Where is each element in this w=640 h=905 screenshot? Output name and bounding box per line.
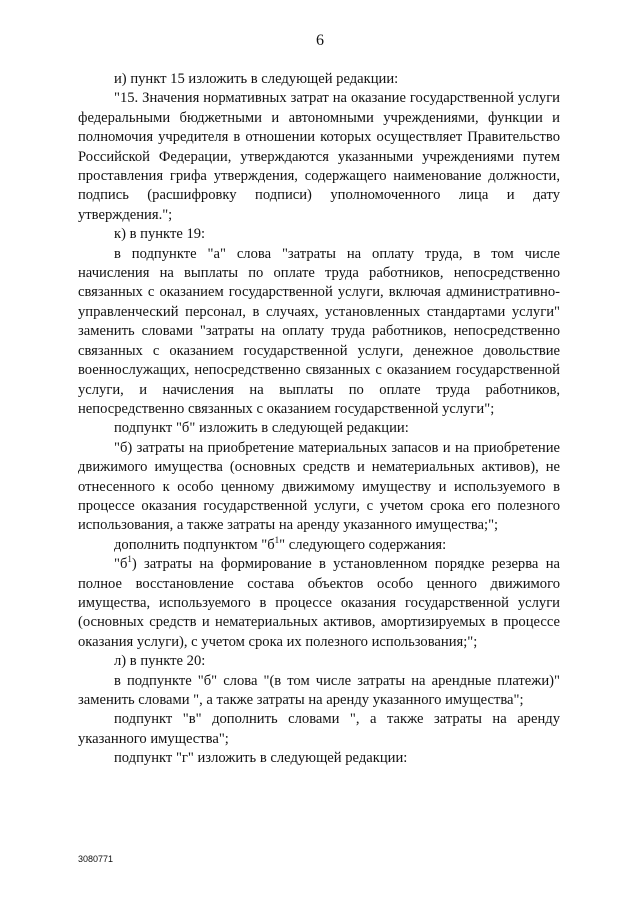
paragraph-point-20-g: подпункт "г" изложить в следующей редакции: (114, 750, 408, 767)
paragraph-item-k: к) в пункте 19: (114, 226, 206, 243)
paragraph-item-l: л) в пункте 20: (114, 653, 206, 670)
paragraph-subpoint-b1-text (78, 555, 560, 652)
paragraph-add-subpoint-b1 (78, 536, 560, 555)
paragraph-point-20-b: в подпункте "б" слова "(в том числе затраты на арендные платежи)" заменить словами ", а также затраты на аренду указанного имущества"; (78, 672, 560, 708)
paragraph-subpoint-b-text: "б) затраты на приобретение материальных запасов и на приобретение движимого имущества (основных средств и нематериальных активов), не отнесенного к особо ценному движимому имуществу и используемого в процессе оказания государственной услуги, с учетом срока его полезного использования, а также затраты на аренду указанного имущества;"; (78, 439, 560, 534)
superscript-index: 1 (274, 534, 280, 545)
page-number: 6 (316, 32, 324, 49)
paragraph-subpoint-a: в подпункте "а" слова "затраты на оплату труда, в том числе начисления на выплаты по оплате труда работников, непосредственно связанных с оказанием государственной услуги, включая административно-управленческий персонал, в случаях, установленных стандартами услуги" заменить словами "затраты на оплату труда работников, непосредственно связанных с оказанием государственной услуги, денежное довольствие военнослужащих, непосредственно связанных с оказанием государственной услуги, и начисления на выплаты по оплате труда работников, непосредственно связанных с оказанием государственной услуги"; (78, 245, 560, 417)
paragraph-point-15-text: "15. Значения нормативных затрат на оказание государственной услуги федеральными бюджетными и автономными учреждениями, функции и полномочия учредителя в отношении которых осуществляет Правительство Российской Федерации, утверждаются указанными учреждениями путем проставления грифа утверждения, содержащего наименование должности, подпись (расшифровку подписи) уполномоченного лица и дату утверждения."; (78, 90, 560, 223)
paragraph-point-20-v: подпункт "в" дополнить словами ", а также затраты на аренду указанного имущества"; (78, 711, 560, 747)
paragraph-subpoint-b-intro: подпункт "б" изложить в следующей редакции: (114, 420, 409, 437)
document-body (78, 70, 560, 769)
paragraph-text-part: дополнить подпунктом "б (114, 536, 275, 553)
paragraph-item-i: и) пункт 15 изложить в следующей редакции: (114, 71, 399, 87)
paragraph-text-part: "б (114, 556, 128, 573)
document-code: 3080771 (78, 854, 114, 864)
paragraph-text-part: " следующего содержания: (279, 536, 447, 553)
paragraph-text-part: ) затраты на формирование в установленном порядке резерва на полное восстановление состава объектов особо ценного движимого имущества, используемого в процессе оказания государственной услуги (основных средств и нематериальных активов, амортизируемых в процессе оказания услуги), с учетом срока их полезного использования;"; (78, 556, 560, 650)
superscript-index: 1 (127, 554, 132, 565)
